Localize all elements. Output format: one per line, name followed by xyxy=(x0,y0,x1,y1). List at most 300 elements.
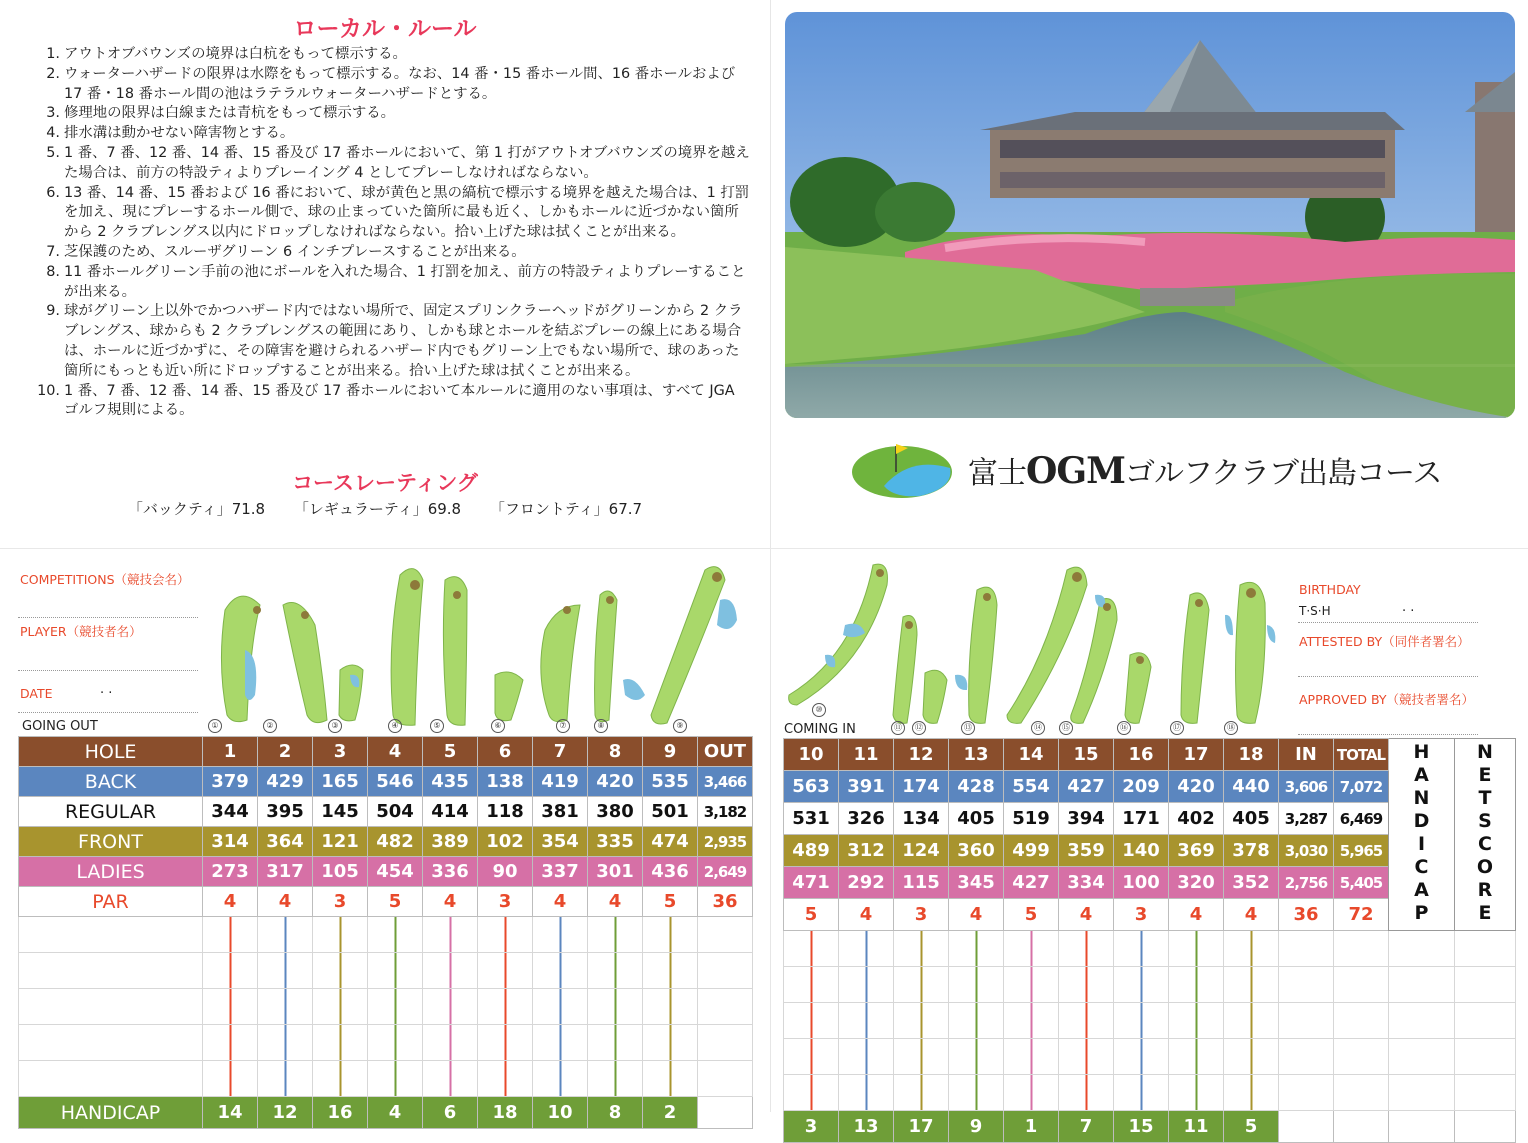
score-cell[interactable] xyxy=(203,917,258,953)
par-value: 4 xyxy=(258,887,313,917)
score-cell[interactable] xyxy=(1169,931,1224,967)
in-total: 2,756 xyxy=(1279,867,1334,899)
hole-marker-1: ① xyxy=(208,719,222,733)
hole-number: 1 xyxy=(203,737,258,767)
score-cell[interactable] xyxy=(478,1061,533,1097)
attested-by-label: ATTESTED BY（同伴者署名） xyxy=(1299,634,1470,649)
yardage: 435 xyxy=(423,767,478,797)
par-value: 3 xyxy=(1114,899,1169,931)
yardage: 369 xyxy=(1169,835,1224,867)
par-total: 36 xyxy=(698,887,753,917)
hole-marker-5: ⑤ xyxy=(430,719,444,733)
grand-total: 5,405 xyxy=(1334,867,1389,899)
in-header: IN xyxy=(1279,739,1334,771)
yardage: 519 xyxy=(1004,803,1059,835)
score-cell[interactable] xyxy=(313,1061,368,1097)
score-cell[interactable] xyxy=(643,953,698,989)
yardage: 105 xyxy=(313,857,368,887)
player-name-cell[interactable] xyxy=(19,989,203,1025)
par-value: 4 xyxy=(1224,899,1279,931)
rule-item: 2. ウォーターハザードの限界は水際をもって標示する。なお、14 番・15 番ホール間、16 番ホールおよび 17 番・18 番ホール間の池はラテラルウォーターハザードとする。 xyxy=(46,65,736,102)
rule-item: 8. 11 番ホールグリーン手前の池にボールを入れた場合、1 打罰を加え、前方の特設ティよりプレーすることが出来る。 xyxy=(46,263,746,300)
score-cell[interactable] xyxy=(1004,931,1059,967)
coming-in-label: COMING IN xyxy=(784,722,856,737)
yardage: 317 xyxy=(258,857,313,887)
score-cell[interactable] xyxy=(1059,967,1114,1003)
yardage: 381 xyxy=(533,797,588,827)
score-cell[interactable] xyxy=(423,989,478,1025)
score-cell[interactable] xyxy=(423,1025,478,1061)
yardage: 209 xyxy=(1114,771,1169,803)
score-cell[interactable] xyxy=(533,1025,588,1061)
handicap-value: 18 xyxy=(478,1097,533,1129)
hole-marker-2: ② xyxy=(263,719,277,733)
hole-number: 7 xyxy=(533,737,588,767)
score-cell[interactable] xyxy=(1114,1003,1169,1039)
handicap-netscore-empty xyxy=(1455,1111,1516,1143)
score-cell[interactable] xyxy=(533,917,588,953)
in-total: 3,287 xyxy=(1279,803,1334,835)
handicap-in-empty xyxy=(1279,1111,1334,1143)
score-cell[interactable] xyxy=(1059,1075,1114,1111)
yardage: 273 xyxy=(203,857,258,887)
par-value: 5 xyxy=(368,887,423,917)
yardage: 554 xyxy=(1004,771,1059,803)
score-total-cell[interactable] xyxy=(698,917,753,953)
score-cell[interactable] xyxy=(643,989,698,1025)
hole-marker-6: ⑥ xyxy=(491,719,505,733)
par-total: 72 xyxy=(1334,899,1389,931)
handicap-cell[interactable] xyxy=(1389,1003,1455,1039)
par-in: 36 xyxy=(1279,899,1334,931)
score-cell[interactable] xyxy=(423,953,478,989)
hole-marker-8: ⑧ xyxy=(594,719,608,733)
player-name-cell[interactable] xyxy=(19,1061,203,1097)
score-cell[interactable] xyxy=(533,1061,588,1097)
fold-line-vertical xyxy=(770,0,771,1112)
par-value: 4 xyxy=(533,887,588,917)
yardage: 102 xyxy=(478,827,533,857)
yardage: 474 xyxy=(643,827,698,857)
score-cell[interactable] xyxy=(478,953,533,989)
hole-number: 13 xyxy=(949,739,1004,771)
handicap-row xyxy=(19,1097,753,1129)
yardage: 414 xyxy=(423,797,478,827)
yardage: 405 xyxy=(949,803,1004,835)
player-label: PLAYER（競技者名） xyxy=(20,624,142,639)
hole-marker-10: ⑩ xyxy=(812,703,826,717)
handicap-value: 5 xyxy=(1224,1111,1279,1143)
score-cell[interactable] xyxy=(1114,967,1169,1003)
handicap-column[interactable] xyxy=(1389,739,1455,931)
score-row xyxy=(19,1061,753,1097)
rule-item: 10. 1 番、7 番、12 番、14 番、15 番及び 17 番ホールにおいて本ルールに適用のない事項は、すべて JGA ゴルフ規則による。 xyxy=(37,382,735,419)
score-cell[interactable] xyxy=(839,1075,894,1111)
hole-marker-12: ⑫ xyxy=(912,721,926,735)
approved-by-label: APPROVED BY（競技者署名） xyxy=(1299,692,1475,707)
handicap-cell[interactable] xyxy=(1389,1039,1455,1075)
score-cell[interactable] xyxy=(839,1003,894,1039)
score-total-cell[interactable] xyxy=(698,1061,753,1097)
yardage: 145 xyxy=(313,797,368,827)
total-header: TOTAL xyxy=(1334,739,1389,771)
handicap-handicap-empty xyxy=(1389,1111,1455,1143)
score-cell[interactable] xyxy=(423,1061,478,1097)
score-cell[interactable] xyxy=(368,953,423,989)
score-total-cell[interactable] xyxy=(698,1025,753,1061)
score-cell[interactable] xyxy=(784,1075,839,1111)
birthday-label: BIRTHDAY xyxy=(1299,582,1361,597)
score-cell[interactable] xyxy=(313,1025,368,1061)
player-name-cell[interactable] xyxy=(19,953,203,989)
row-label: REGULAR xyxy=(19,797,203,827)
score-cell[interactable] xyxy=(588,917,643,953)
out-total: 2,935 xyxy=(698,827,753,857)
score-cell[interactable] xyxy=(784,1039,839,1075)
yardage: 171 xyxy=(1114,803,1169,835)
handicap-value: 8 xyxy=(588,1097,643,1129)
hole-number: 17 xyxy=(1169,739,1224,771)
score-cell[interactable] xyxy=(1169,1039,1224,1075)
handicap-value: 15 xyxy=(1114,1111,1169,1143)
par-value: 4 xyxy=(839,899,894,931)
yardage: 436 xyxy=(643,857,698,887)
score-cell[interactable] xyxy=(258,1025,313,1061)
netscore-cell[interactable] xyxy=(1455,1075,1516,1111)
yardage: 504 xyxy=(368,797,423,827)
score-cell[interactable] xyxy=(1169,1003,1224,1039)
local-rules-title: ローカル・ルール xyxy=(293,16,477,42)
netscore-cell[interactable] xyxy=(1455,1039,1516,1075)
grand-total: 5,965 xyxy=(1334,835,1389,867)
hole-marker-16: ⑯ xyxy=(1117,721,1131,735)
handicap-row xyxy=(784,1111,1516,1143)
score-row xyxy=(19,989,753,1025)
score-cell[interactable] xyxy=(368,989,423,1025)
handicap-cell[interactable] xyxy=(1389,967,1455,1003)
yardage: 138 xyxy=(478,767,533,797)
fold-line-horizontal xyxy=(0,548,1528,549)
approved-line[interactable] xyxy=(1298,734,1478,735)
hole-marker-7: ⑦ xyxy=(556,719,570,733)
score-cell[interactable] xyxy=(258,953,313,989)
hole-marker-11: ⑪ xyxy=(891,721,905,735)
handicap-value: 4 xyxy=(368,1097,423,1129)
par-value: 5 xyxy=(643,887,698,917)
score-cell[interactable] xyxy=(1059,1039,1114,1075)
handicap-value: 16 xyxy=(313,1097,368,1129)
par-value: 5 xyxy=(1004,899,1059,931)
score-cell[interactable] xyxy=(203,989,258,1025)
hole-number: 6 xyxy=(478,737,533,767)
out-total: 3,466 xyxy=(698,767,753,797)
competitions-line[interactable] xyxy=(18,617,198,618)
score-cell[interactable] xyxy=(1004,1003,1059,1039)
course-rating-values xyxy=(0,498,770,519)
yardage: 428 xyxy=(949,771,1004,803)
score-cell[interactable] xyxy=(894,1039,949,1075)
yardage: 501 xyxy=(643,797,698,827)
row-label: HOLE xyxy=(19,737,203,767)
score-cell[interactable] xyxy=(1169,967,1224,1003)
netscore-column[interactable] xyxy=(1455,739,1516,931)
netscore-cell[interactable] xyxy=(1455,931,1516,967)
score-cell[interactable] xyxy=(894,931,949,967)
score-cell[interactable] xyxy=(313,989,368,1025)
score-cell[interactable] xyxy=(839,967,894,1003)
score-cell[interactable] xyxy=(258,989,313,1025)
score-cell[interactable] xyxy=(533,989,588,1025)
score-total-cell[interactable] xyxy=(698,953,753,989)
score-cell[interactable] xyxy=(894,1075,949,1111)
handicap-value: 14 xyxy=(203,1097,258,1129)
yardage: 352 xyxy=(1224,867,1279,899)
score-cell[interactable] xyxy=(949,1039,1004,1075)
score-cell[interactable] xyxy=(784,1003,839,1039)
handicap-value: 7 xyxy=(1059,1111,1114,1143)
rule-item: 4. 排水溝は動かせない障害物とする。 xyxy=(46,125,295,142)
yardage: 337 xyxy=(533,857,588,887)
row-label: PAR xyxy=(19,887,203,917)
hole-number: 8 xyxy=(588,737,643,767)
hole-number: 18 xyxy=(1224,739,1279,771)
rule-item: 3. 修理地の限界は白線または青杭をもって標示する。 xyxy=(46,105,395,122)
front-row xyxy=(19,827,753,857)
score-cell[interactable] xyxy=(839,931,894,967)
score-cell[interactable] xyxy=(368,1025,423,1061)
score-row xyxy=(19,953,753,989)
yardage: 563 xyxy=(784,771,839,803)
score-cell[interactable] xyxy=(949,1003,1004,1039)
yardage: 379 xyxy=(203,767,258,797)
row-label: HANDICAP xyxy=(19,1097,203,1129)
score-cell[interactable] xyxy=(203,1025,258,1061)
score-cell[interactable] xyxy=(588,1061,643,1097)
score-cell[interactable] xyxy=(313,953,368,989)
rule-item: 7. 芝保護のため、スルーザグリーン 6 インチプレースすることが出来る。 xyxy=(46,243,526,260)
score-row xyxy=(19,917,753,953)
player-name-cell[interactable] xyxy=(19,1025,203,1061)
score-cell[interactable] xyxy=(839,1039,894,1075)
hole-marker-4: ④ xyxy=(388,719,402,733)
in-total: 3,030 xyxy=(1279,835,1334,867)
club-logo-icon xyxy=(850,438,960,504)
score-cell[interactable] xyxy=(1059,1003,1114,1039)
score-cell[interactable] xyxy=(368,917,423,953)
yardage: 440 xyxy=(1224,771,1279,803)
score-cell[interactable] xyxy=(784,931,839,967)
score-row xyxy=(784,1039,1516,1075)
score-total-cell[interactable] xyxy=(1334,1003,1389,1039)
handicap-out-empty xyxy=(698,1097,753,1129)
yardage: 389 xyxy=(423,827,478,857)
score-cell[interactable] xyxy=(1224,1039,1279,1075)
hole-row xyxy=(784,739,1516,771)
handicap-value: 1 xyxy=(1004,1111,1059,1143)
yardage: 419 xyxy=(533,767,588,797)
yardage: 429 xyxy=(258,767,313,797)
handicap-total-empty xyxy=(1334,1111,1389,1143)
netscore-cell[interactable] xyxy=(1455,967,1516,1003)
yardage: 134 xyxy=(894,803,949,835)
yardage: 378 xyxy=(1224,835,1279,867)
score-total-cell[interactable] xyxy=(1334,967,1389,1003)
score-cell[interactable] xyxy=(1004,967,1059,1003)
handicap-cell[interactable] xyxy=(1389,1075,1455,1111)
score-cell[interactable] xyxy=(1004,1039,1059,1075)
score-cell[interactable] xyxy=(203,953,258,989)
score-in-cell[interactable] xyxy=(1279,931,1334,967)
score-cell[interactable] xyxy=(478,1025,533,1061)
regular-row xyxy=(19,797,753,827)
score-cell[interactable] xyxy=(588,989,643,1025)
score-cell[interactable] xyxy=(1169,1075,1224,1111)
score-cell[interactable] xyxy=(949,1075,1004,1111)
yardage: 359 xyxy=(1059,835,1114,867)
date-line[interactable] xyxy=(18,712,198,713)
score-cell[interactable] xyxy=(643,1025,698,1061)
yardage: 165 xyxy=(313,767,368,797)
netscore-cell[interactable] xyxy=(1455,1003,1516,1039)
score-cell[interactable] xyxy=(1114,1075,1169,1111)
score-cell[interactable] xyxy=(1224,967,1279,1003)
par-value: 3 xyxy=(313,887,368,917)
hole-row xyxy=(19,737,753,767)
hole-number: 5 xyxy=(423,737,478,767)
handicap-value: 10 xyxy=(533,1097,588,1129)
yardage: 326 xyxy=(839,803,894,835)
score-row xyxy=(784,1075,1516,1111)
yardage: 140 xyxy=(1114,835,1169,867)
birthday-line[interactable] xyxy=(1298,622,1478,623)
scorecard-in-table xyxy=(783,738,1516,1143)
yardage: 546 xyxy=(368,767,423,797)
hole-number: 14 xyxy=(1004,739,1059,771)
handicap-value: 13 xyxy=(839,1111,894,1143)
score-cell[interactable] xyxy=(478,917,533,953)
par-value: 4 xyxy=(203,887,258,917)
handicap-value: 11 xyxy=(1169,1111,1224,1143)
score-cell[interactable] xyxy=(203,1061,258,1097)
hole-number: 9 xyxy=(643,737,698,767)
score-cell[interactable] xyxy=(784,967,839,1003)
score-cell[interactable] xyxy=(478,989,533,1025)
par-row xyxy=(19,887,753,917)
yardage: 482 xyxy=(368,827,423,857)
score-in-cell[interactable] xyxy=(1279,1039,1334,1075)
yardage: 118 xyxy=(478,797,533,827)
par-value: 5 xyxy=(784,899,839,931)
hole-marker-9: ⑨ xyxy=(673,719,687,733)
course-rating-title: コースレーティング xyxy=(292,471,478,495)
hole-number: 15 xyxy=(1059,739,1114,771)
score-cell[interactable] xyxy=(423,917,478,953)
score-total-cell[interactable] xyxy=(1334,1075,1389,1111)
score-cell[interactable] xyxy=(1059,931,1114,967)
score-cell[interactable] xyxy=(949,931,1004,967)
yardage: 314 xyxy=(203,827,258,857)
rule-item: 9. 球がグリーン上以外でかつハザード内ではない場所で、固定スプリンクラーヘッドがグリーンから 2 クラブレングス、球からも 2 クラブレングスの範囲にあり、しかも球とホールを結ぶプレーの線上にある場合は、ホールに近づかずに、その障害を避けられるハザード内でもグリーン上でもない場所で、球のあった箇所にもっとも近い所にドロップすることが出来る。拾い上げた球は拭くことが出来る。 xyxy=(46,303,743,379)
player-line[interactable] xyxy=(18,670,198,671)
score-cell[interactable] xyxy=(1224,931,1279,967)
yardage: 420 xyxy=(1169,771,1224,803)
yardage: 471 xyxy=(784,867,839,899)
score-cell[interactable] xyxy=(643,1061,698,1097)
score-cell[interactable] xyxy=(1224,1003,1279,1039)
competitions-label: COMPETITIONS（競技会名） xyxy=(20,572,190,587)
club-name: 富士OGMゴルフクラブ出島コース xyxy=(968,450,1442,492)
score-cell[interactable] xyxy=(258,1061,313,1097)
handicap-value: 9 xyxy=(949,1111,1004,1143)
score-total-cell[interactable] xyxy=(1334,1039,1389,1075)
par-value: 4 xyxy=(1169,899,1224,931)
player-name-cell[interactable] xyxy=(19,917,203,953)
rule-item: 1. アウトオブバウンズの境界は白杭をもって標示する。 xyxy=(46,46,407,62)
yardage: 320 xyxy=(1169,867,1224,899)
hole-number: 16 xyxy=(1114,739,1169,771)
yardage: 364 xyxy=(258,827,313,857)
score-cell[interactable] xyxy=(643,917,698,953)
yardage: 427 xyxy=(1059,771,1114,803)
grand-total: 7,072 xyxy=(1334,771,1389,803)
score-cell[interactable] xyxy=(1114,1039,1169,1075)
yardage: 391 xyxy=(839,771,894,803)
score-total-cell[interactable] xyxy=(698,989,753,1025)
score-total-cell[interactable] xyxy=(1334,931,1389,967)
handicap-value: 12 xyxy=(258,1097,313,1129)
rating-regular: 「レギュラーティ」69.8 xyxy=(293,500,462,518)
yardage: 420 xyxy=(588,767,643,797)
handicap-value: 2 xyxy=(643,1097,698,1129)
yardage: 380 xyxy=(588,797,643,827)
hole-number: 2 xyxy=(258,737,313,767)
score-in-cell[interactable] xyxy=(1279,1003,1334,1039)
row-label: LADIES xyxy=(19,857,203,887)
handicap-column-label: HANDICAP xyxy=(1410,741,1433,925)
clubhouse-photo xyxy=(785,12,1515,418)
score-in-cell[interactable] xyxy=(1279,1075,1334,1111)
score-cell[interactable] xyxy=(588,953,643,989)
score-cell[interactable] xyxy=(533,953,588,989)
netscore-column-label: NETSCORE xyxy=(1474,741,1496,925)
par-value: 3 xyxy=(894,899,949,931)
yardage: 344 xyxy=(203,797,258,827)
rating-front: 「フロントティ」67.7 xyxy=(489,500,643,518)
score-cell[interactable] xyxy=(1114,931,1169,967)
score-cell[interactable] xyxy=(1224,1075,1279,1111)
score-cell[interactable] xyxy=(588,1025,643,1061)
yardage: 345 xyxy=(949,867,1004,899)
handicap-cell[interactable] xyxy=(1389,931,1455,967)
score-cell[interactable] xyxy=(258,917,313,953)
score-cell[interactable] xyxy=(368,1061,423,1097)
hole-number: 12 xyxy=(894,739,949,771)
score-cell[interactable] xyxy=(894,1003,949,1039)
hole-number: 10 xyxy=(784,739,839,771)
score-cell[interactable] xyxy=(894,967,949,1003)
score-cell[interactable] xyxy=(313,917,368,953)
hole-number: 3 xyxy=(313,737,368,767)
score-in-cell[interactable] xyxy=(1279,967,1334,1003)
par-value: 4 xyxy=(1059,899,1114,931)
attested-line[interactable] xyxy=(1298,676,1478,677)
par-value: 3 xyxy=(478,887,533,917)
date-dots: . . xyxy=(100,682,113,697)
score-cell[interactable] xyxy=(1004,1075,1059,1111)
par-value: 4 xyxy=(423,887,478,917)
scorecard-out-table xyxy=(18,736,753,1129)
score-cell[interactable] xyxy=(949,967,1004,1003)
